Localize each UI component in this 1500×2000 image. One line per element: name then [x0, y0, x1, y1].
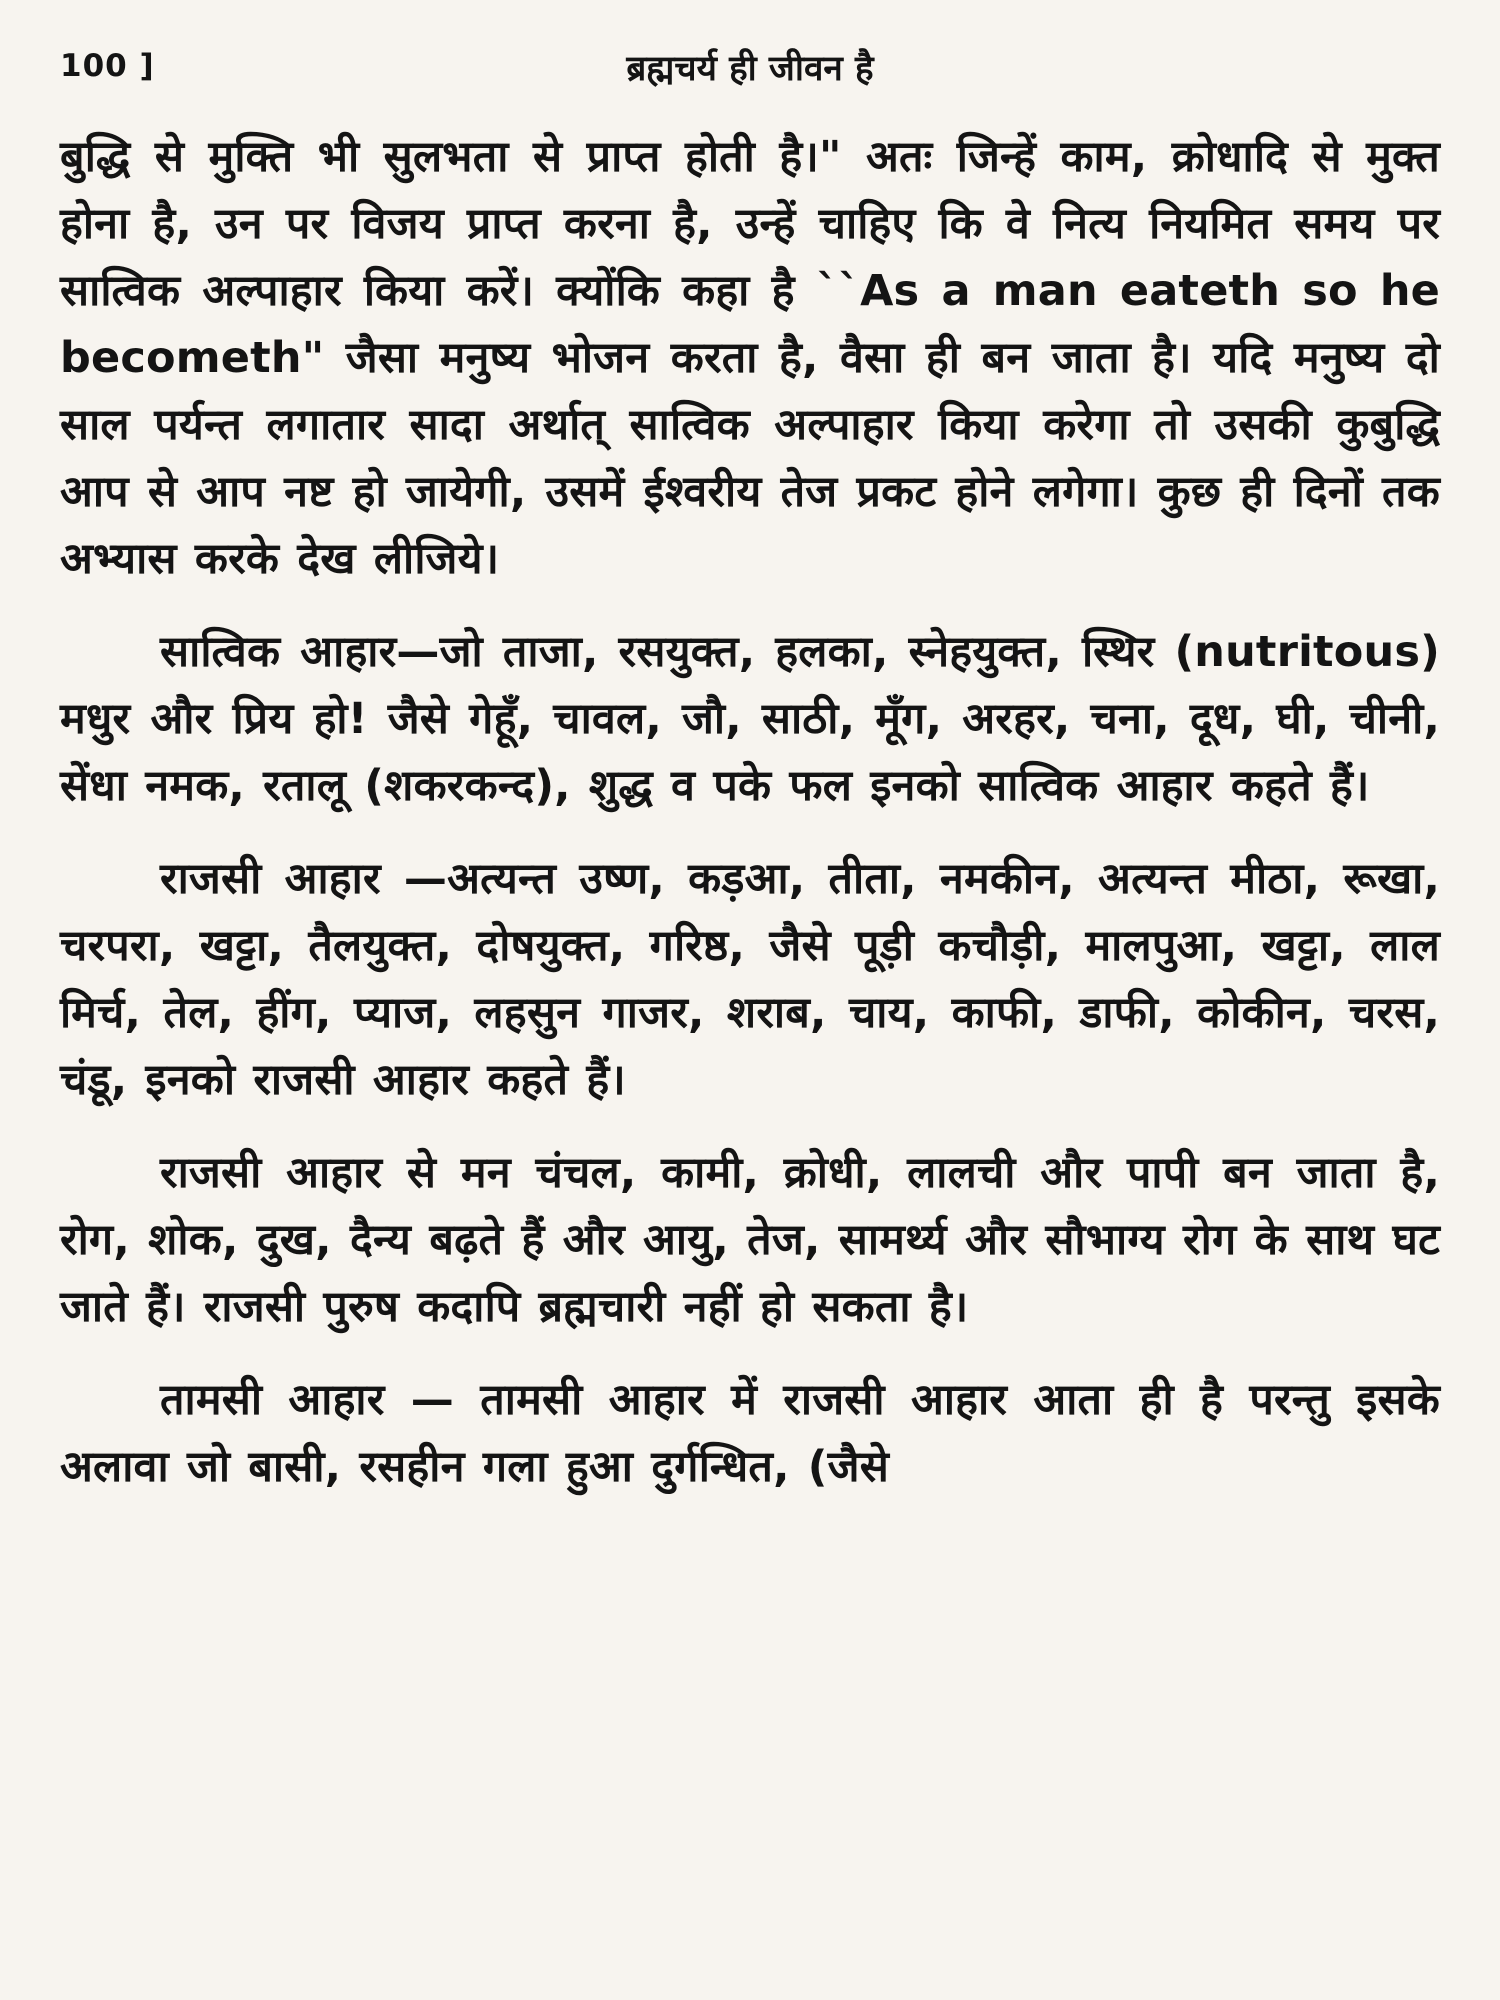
paragraph-continuation: बुद्धि से मुक्ति भी सुलभता से प्राप्त होती है।" अतः जिन्हें काम, क्रोधादि से मुक्त होना है, उन पर विजय प्राप्त करना है, उन्हें चाहिए कि वे नित्य नियमित समय पर सात्विक अल्पाहार किया करें। क्योंकि कहा है ``As a man eateth so he becometh" जैसा मनुष्य भोजन करता है, वैसा ही बन जाता है। यदि मनुष्य दो साल पर्यन्त लगातार सादा अर्थात् सात्विक अल्पाहार किया करेगा तो उसकी कुबुद्धि आप से आप नष्ट हो जायेगी, उसमें ईश्वरीय तेज प्रकट होने लगेगा। कुछ ही दिनों तक अभ्यास करके देख लीजिये। [60, 132, 1440, 584]
paragraph-tamasic-food: तामसी आहार — तामसी आहार में राजसी आहार आता ही है परन्तु इसके अलावा जो बासी, रसहीन गला हुआ दुर्गन्धित, (जैसे [60, 1375, 1440, 1492]
paragraph-rajasic-food: राजसी आहार —अत्यन्त उष्ण, कड़आ, तीता, नमकीन, अत्यन्त मीठा, रूखा, चरपरा, खट्टा, तैलयुक्त, दोषयुक्त, गरिष्ठ, जैसे पूड़ी कचौड़ी, मालपुआ, खट्टा, लाल मिर्च, तेल, हींग, प्याज, लहसुन गाजर, शराब, चाय, काफी, डाफी, कोकीन, चरस, चंडू, इनको राजसी आहार कहते हैं। [60, 854, 1440, 1105]
page-header [60, 40, 1440, 98]
paragraph-sattvic-food: सात्विक आहार—जो ताजा, रसयुक्त, हलका, स्नेहयुक्त, स्थिर (nutritous) मधुर और प्रिय हो! जैसे गेहूँ, चावल, जौ, साठी, मूँग, अरहर, चना, दूध, घी, चीनी, सेंधा नमक, रतालू (शकरकन्द), शुद्ध व पके फल इनको सात्विक आहार कहते हैं। [60, 627, 1440, 811]
paragraph-rajasic-effects: राजसी आहार से मन चंचल, कामी, क्रोधी, लालची और पापी बन जाता है, रोग, शोक, दुख, दैन्य बढ़ते हैं और आयु, तेज, सामर्थ्य और सौभाग्य रोग के साथ घट जाते हैं। राजसी पुरुष कदापि ब्रह्मचारी नहीं हो सकता है। [60, 1148, 1440, 1332]
body-text [60, 124, 1440, 1501]
running-title: ब्रह्मचर्य ही जीवन है [626, 49, 874, 89]
page-number: 100 ] [60, 48, 155, 84]
